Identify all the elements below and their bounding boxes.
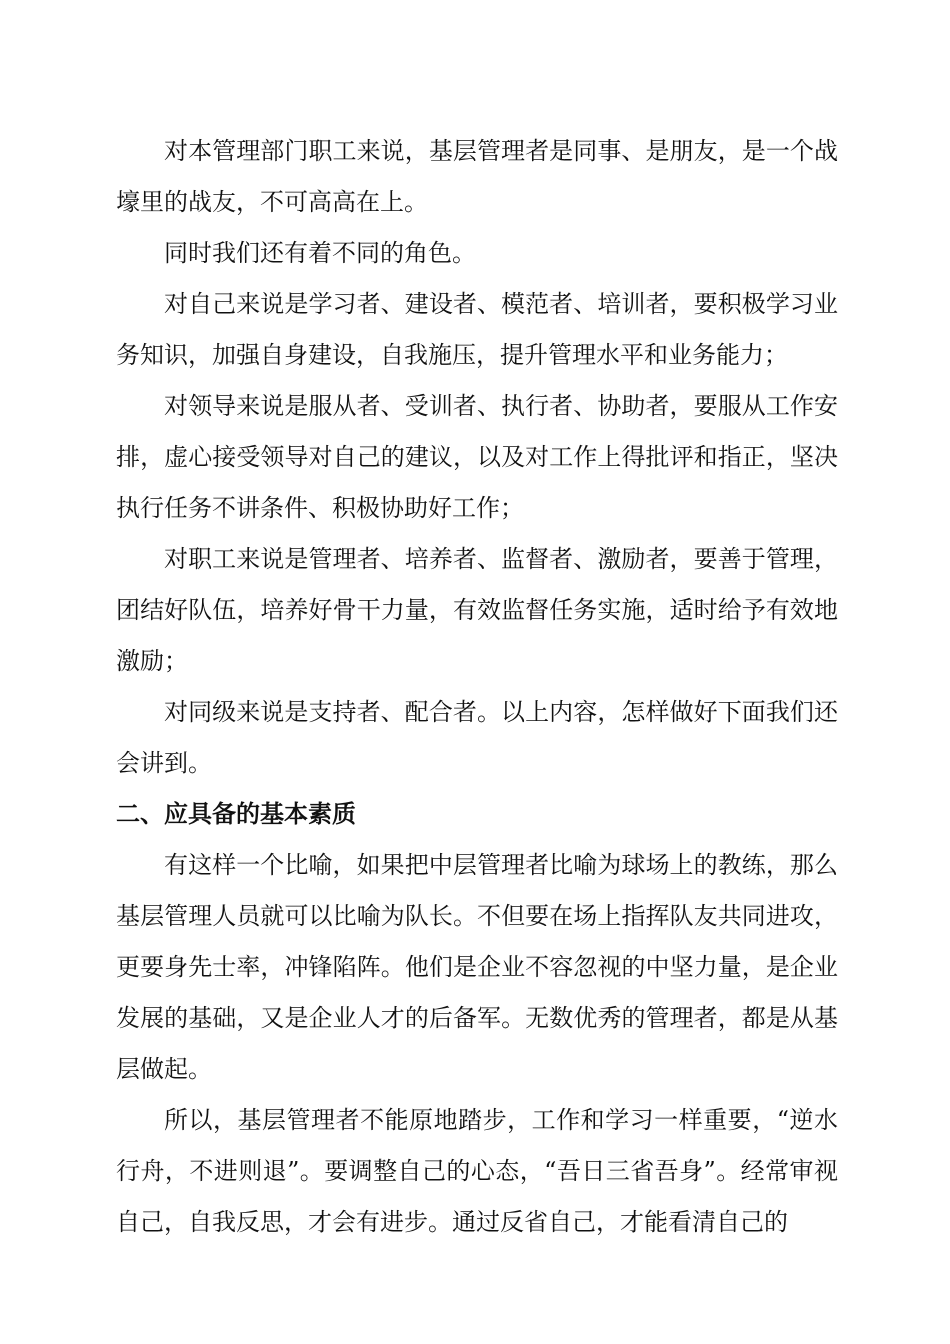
paragraph-staff-role: 对职工来说是管理者、培养者、监督者、激励者，要善于管理，团结好队伍，培养好骨干力量，有效监督任务实施，适时给予有效地激励； [116,545,838,675]
section-heading: 二、应具备的基本素质 [116,800,356,828]
paragraph-peer-role: 对同级来说是支持者、配合者。以上内容，怎样做好下面我们还会讲到。 [116,698,838,777]
paragraph-captain-metaphor: 有这样一个比喻，如果把中层管理者比喻为球场上的教练，那么基层管理人员就可以比喻为队长。不但要在场上指挥队友共同进攻，更要身先士率，冲锋陷阵。他们是企业不容忽视的中坚力量，是企业发展的基础，又是企业人才的后备军。无数优秀的管理者，都是从基层做起。 [116,851,838,1083]
paragraph-colleagues: 对本管理部门职工来说，基层管理者是同事、是朋友，是一个战壕里的战友，不可高高在上。 [116,137,838,216]
document-body [116,126,838,1248]
paragraph-leader-role: 对领导来说是服从者、受训者、执行者、协助者，要服从工作安排，虚心接受领导对自己的建议，以及对工作上得批评和指正，坚决执行任务不讲条件、积极协助好工作； [116,392,838,522]
paragraph-self-reflection: 所以，基层管理者不能原地踏步，工作和学习一样重要，“逆水行舟，不进则退”。要调整自己的心态，“吾日三省吾身”。经常审视自己，自我反思，才会有进步。通过反省自己，才能看清自己的 [116,1106,838,1236]
paragraph-roles-intro: 同时我们还有着不同的角色。 [164,239,476,267]
paragraph-self-role: 对自己来说是学习者、建设者、模范者、培训者，要积极学习业务知识，加强自身建设，自我施压，提升管理水平和业务能力； [116,290,838,369]
